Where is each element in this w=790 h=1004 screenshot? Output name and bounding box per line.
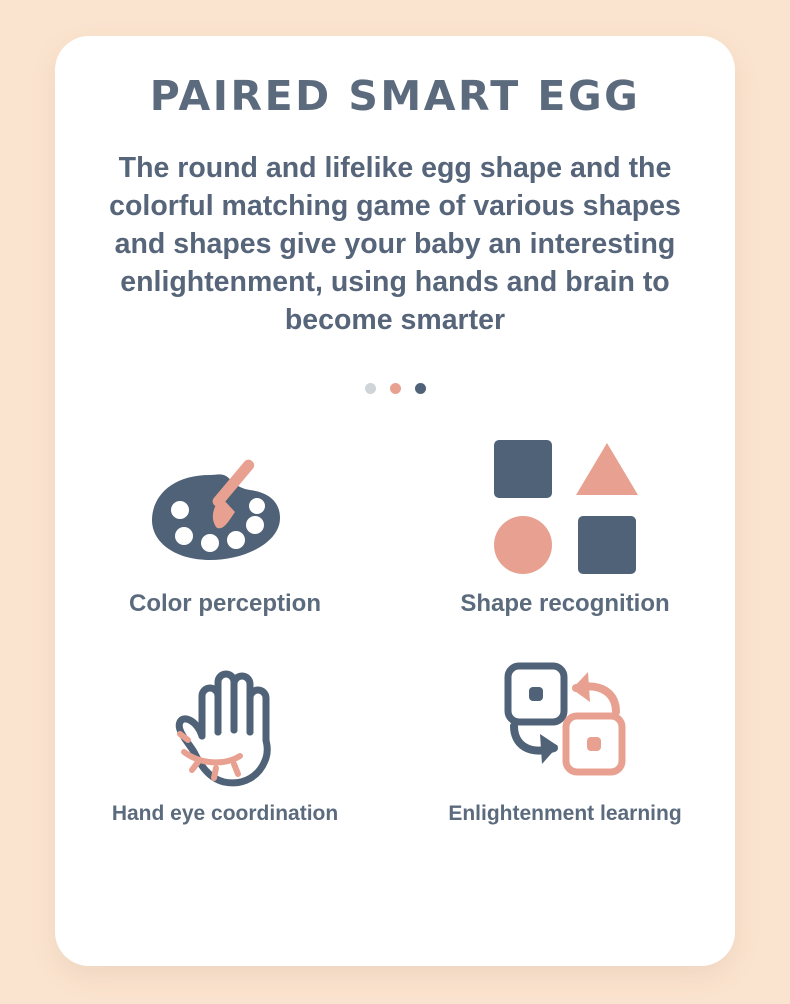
hand-icon: [140, 644, 310, 794]
dot-1[interactable]: [365, 383, 376, 394]
dot-3[interactable]: [415, 383, 426, 394]
product-description: The round and lifelike egg shape and the colorful matching game of various shapes and shapes give your baby an interesting enlightenment, using hands and brain to become smarter: [109, 152, 681, 336]
feature-label: Enlightenment learning: [448, 802, 682, 826]
feature-label: Hand eye coordination: [111, 802, 339, 826]
dot-2[interactable]: [390, 383, 401, 394]
feature-color-perception: [55, 432, 395, 618]
product-feature-card: [55, 36, 735, 966]
paint-palette-icon: [140, 432, 310, 582]
square-blue-icon: [494, 440, 552, 498]
triangle-salmon-icon: [576, 443, 638, 495]
feature-grid: [55, 432, 735, 826]
feature-shape-recognition: [395, 432, 735, 618]
square-blue-icon-2: [578, 516, 636, 574]
shapes-icon: [491, 432, 639, 582]
feature-label: Color perception: [128, 590, 321, 618]
page-title: PAIRED SMART EGG: [149, 72, 641, 120]
feature-hand-eye-coordination: [55, 644, 395, 826]
circle-salmon-icon: [494, 516, 552, 574]
feature-label: Shape recognition: [460, 590, 670, 618]
pagination-dots[interactable]: [55, 383, 735, 394]
feature-enlightenment-learning: [395, 644, 735, 826]
rotating-blocks-icon: [480, 644, 650, 794]
